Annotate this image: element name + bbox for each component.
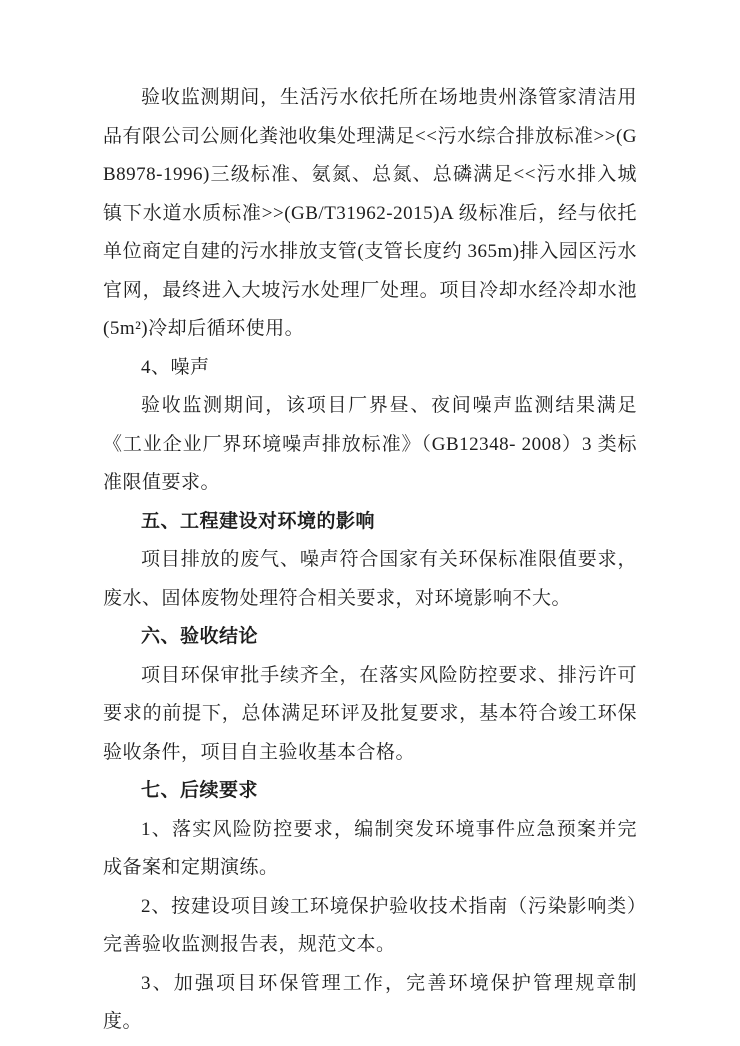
list-item-4-noise: 4、噪声 [141,356,210,378]
paragraph-env-impact: 项目排放的废气、噪声符合国家有关环保标准限值要求，废水、固体废物处理符合相关要求，对环境影响不大。 [103,549,637,609]
paragraph-noise-monitoring: 验收监测期间，该项目厂界昼、夜间噪声监测结果满足《工业企业厂界环境噪声排放标准》（GB12348- 2008）3 类标准限值要求。 [103,395,637,493]
paragraph-acceptance-conclusion: 项目环保审批手续齐全，在落实风险防控要求、排污许可要求的前提下，总体满足环评及批复要求，基本符合竣工环保验收条件，项目自主验收基本合格。 [103,664,637,763]
heading-section-7-followup: 七、后续要求 [141,780,259,801]
paragraph-followup-requirement-2: 2、按建设项目竣工环境保护验收技术指南（污染影响类）完善验收监测报告表，规范文本。 [103,895,637,955]
heading-section-6-conclusion: 六、验收结论 [141,626,259,647]
paragraph-followup-requirement-1: 1、落实风险防控要求，编制突发环境事件应急预案并完成备案和定期演练。 [103,818,637,878]
document-body [103,79,637,1042]
heading-section-5-env-impact: 五、工程建设对环境的影响 [141,510,376,532]
paragraph-wastewater-treatment: 验收监测期间，生活污水依托所在场地贵州涤管家清洁用品有限公司公厕化粪池收集处理满足<<污水综合排放标准>>(GB8978-1996)三级标准、氨氮、总氮、总磷满足<<污水排入城镇下水道水质标准>>(GB/T31962-2015)A 级标准后，经与依托单位商定自建的污水排放支管(支管长度约 365m)排入园区污水官网，最终进入大坡污水处理厂处理。项目冷却水经冷却水池(5m²)冷却后循环使用。 [103,87,637,339]
paragraph-followup-requirement-3: 3、加强项目环保管理工作，完善环境保护管理规章制度。 [103,972,637,1032]
